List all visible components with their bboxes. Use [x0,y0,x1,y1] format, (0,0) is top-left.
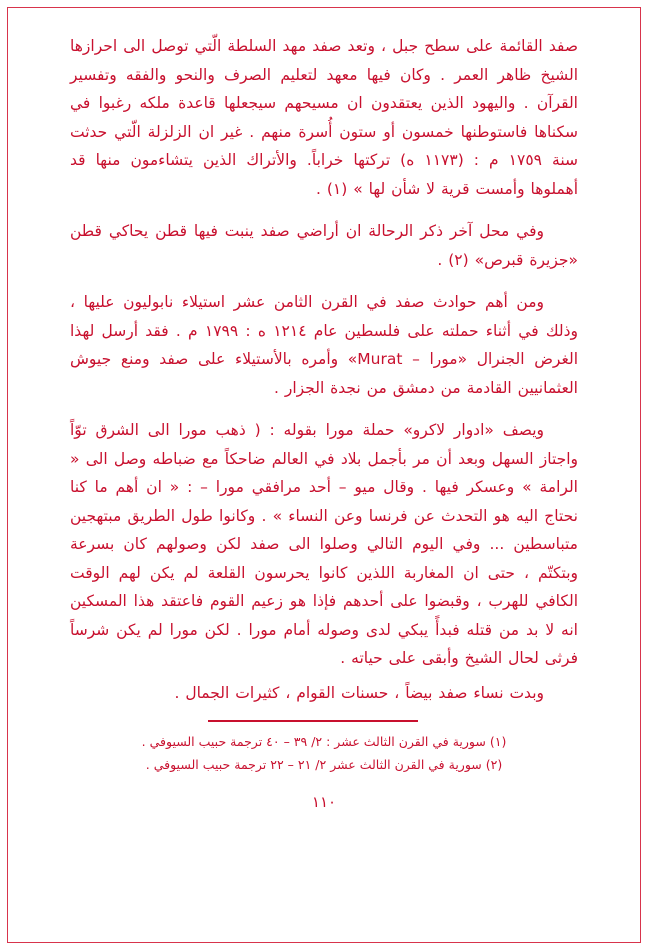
paragraph-1: صفد القائمة على سطح جبل ، وتعد صفد مهد السلطة الّتي توصل الى احرازها الشيخ ظاهر العمر . وكان فيها معهد لتعليم الصرف والنحو والفقه وتفسير القرآن . واليهود الذين يعتقدون ان مسيحهم سيجعلها قاعدة ملكه رغبوا في سكناها فاستوطنها خمسون أو ستون أُسرة منهم . غير ان الزلزلة الّتي حدثت سنة ١٧٥٩ م : (١١٧٣ ه) تركتها خراباً. والأتراك الذين يتشاءمون منها قد أهملوها وأمست قرية لا شأن لها » (١) . [70,37,578,198]
footnote-2: (٢) سورية في القرن الثالث عشر ٢/ ٢١ – ٢٢ ترجمة حبيب السيوفي . [145,757,503,772]
page-body [70,32,578,713]
paragraph-3: ومن أهم حوادث صفد في القرن الثامن عشر استيلاء نابوليون عليها ، وذلك في أثناء حملته على فلسطين عام ١٢١٤ ه : ١٧٩٩ م . فقد أرسل لهذا الغرض الجنرال «مورا – Murat» وأمره بالأستيلاء على صفد ومنع جيوش العثمانيين القادمة من دمشق من نجدة الجزار . [70,293,579,397]
footnote-separator [208,720,418,722]
paragraph-4: ويصف «ادوار لاكرو» حملة مورا بقوله : ( ذهب مورا الى الشرق توّاً واجتاز السهل وبعد أن مر بأجمل بلاد في العالم ضاحكاً مع ضباطه وصل الى « الرامة » وعسكر فيها . وقال ميو – أحد مرافقي مورا – : « ان أهم ما كنا نحتاج اليه هو التحدث عن فرنسا وعن النساء » . وكانوا طول الطريق مبتهجين متباسطين ... وفي اليوم التالي وصلوا الى صفد لكن وصولهم كان بسرعة وبتكتّم ، حتى ان المغاربة اللذين كانوا يحرسون القلعة لم يكن لهم الوقت الكافي للهرب ، وقبضوا على أحدهم فإذا هو زعيم القوم فاعتقد هذا المسكين انه لا بد من قتله فبدأً يبكي لدى وصوله أمام مورا . لكن مورا لم يكن شرساً فرثى لحال الشيخ وأبقى على حياته . [70,421,578,667]
paragraph-5: وبدت نساء صفد بيضاً ، حسنات القوام ، كثيرات الجمال . [174,683,544,702]
page-frame [7,7,641,943]
footnote-area [70,730,578,776]
page-number: ١١٠ [311,793,337,811]
footnote-1: (١) سورية في القرن الثالث عشر : ٢/ ٣٩ – ٤٠ ترجمة حبيب السيوفي . [141,734,507,749]
paragraph-2: وفي محل آخر ذكر الرحالة ان أراضي صفد ينبت فيها قطن يحاكي قطن «جزيرة قبرص» (٢) . [70,222,578,269]
